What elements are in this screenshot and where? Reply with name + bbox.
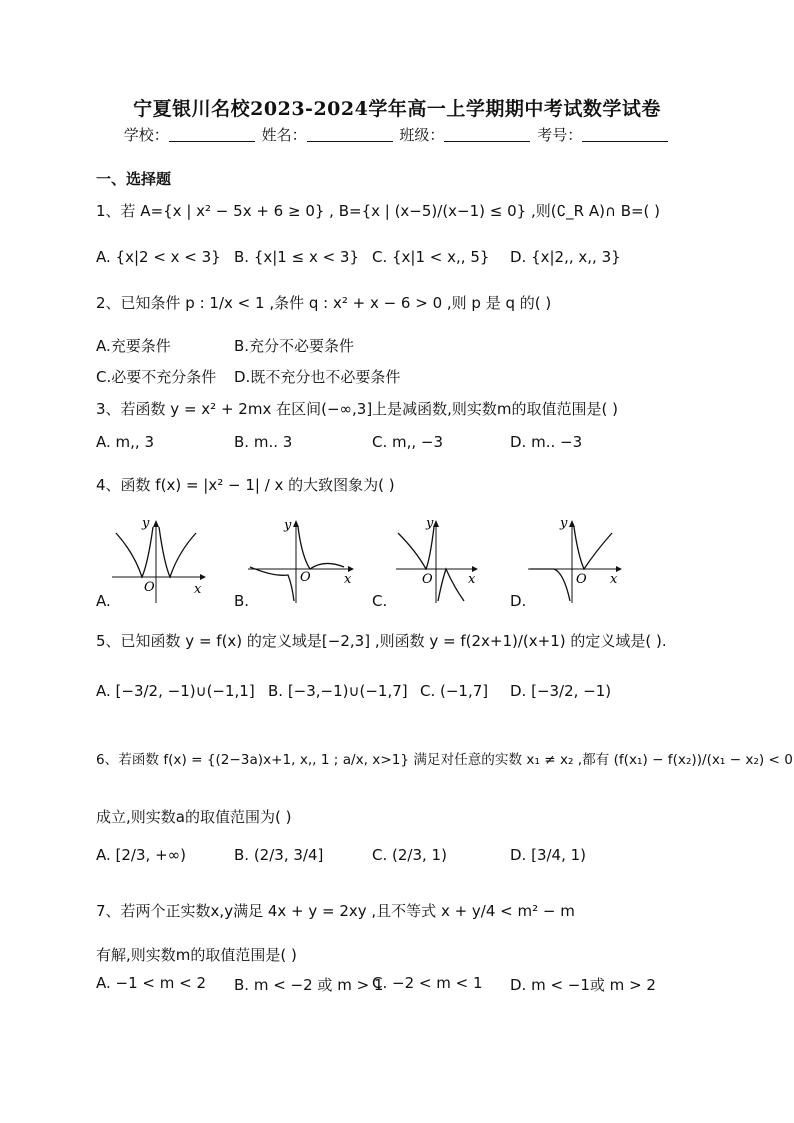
section-title: 一、选择题	[96, 170, 172, 188]
graph-a-x-arrow	[200, 574, 206, 580]
graph-a-origin-label: O	[144, 580, 155, 595]
student-info-line	[0, 124, 794, 145]
question-1-option-c[interactable]: C. {x|1 < x,, 5}	[372, 248, 490, 266]
question-4-stem: 4、函数 f(x) = |x² − 1| / x 的大致图象为( )	[96, 476, 395, 494]
question-1-stem: 1、若 A={x | x² − 5x + 6 ≥ 0} , B={x | (x−5)/(x−1) ≤ 0} ,则(∁_R A)∩ B=( )	[96, 202, 661, 220]
question-3-option-c[interactable]: C. m,, −3	[372, 433, 444, 451]
question-3-stem: 3、若函数 y = x² + 2mx 在区间(−∞,3]上是减函数,则实数m的取值范围是( )	[96, 400, 619, 418]
question-5-stem: 5、已知函数 y = f(x) 的定义域是[−2,3] ,则函数 y = f(2x+1)/(x+1) 的定义域是( ).	[96, 632, 667, 650]
question-6-stem-continued: 成立,则实数a的取值范围为( )	[96, 808, 292, 826]
graph-a-left-curve	[116, 527, 153, 577]
exam-number-blank[interactable]	[582, 127, 668, 142]
question-7-option-b[interactable]: B. m < −2 或 m > 1	[234, 976, 384, 994]
question-1-option-b[interactable]: B. {x|1 ≤ x < 3}	[234, 248, 360, 266]
graph-a-y-arrow	[153, 520, 159, 527]
school-label: 学校：	[123, 126, 169, 144]
question-6-stem: 6、若函数 f(x) = {(2−3a)x+1, x,, 1 ; a/x, x>1} 满足对任意的实数 x₁ ≠ x₂ ,都有 (f(x₁) − f(x₂))/(x₁ − x₂) < 0	[96, 752, 793, 768]
graph-b-x-label: x	[344, 572, 352, 587]
graph-d-left-curve	[530, 569, 570, 601]
question-6-option-c[interactable]: C. (2/3, 1)	[372, 846, 447, 864]
graph-c-left-curve	[398, 527, 434, 569]
graph-c-origin-label: O	[422, 572, 433, 587]
name-label: 姓名：	[261, 126, 307, 144]
question-2-option-b[interactable]: B.充分不必要条件	[234, 337, 355, 355]
class-label: 班级：	[399, 126, 445, 144]
question-5-option-a[interactable]: A. [−3/2, −1)∪(−1,1]	[96, 682, 255, 700]
graph-c-right-curve	[438, 569, 464, 601]
graph-b-right-curve	[298, 527, 344, 569]
question-2-option-d[interactable]: D.既不充分也不必要条件	[234, 368, 401, 386]
graph-a-right-curve	[159, 527, 196, 577]
exam-title: 宁夏银川名校2023-2024学年高一上学期期中考试数学试卷	[133, 98, 661, 120]
question-6-option-b[interactable]: B. (2/3, 3/4]	[234, 846, 324, 864]
question-1-option-a[interactable]: A. {x|2 < x < 3}	[96, 248, 221, 266]
exam-number-label: 考号：	[537, 126, 583, 144]
graph-c-y-label: y	[426, 516, 434, 531]
graph-d-x-label: x	[610, 572, 618, 587]
question-1-option-d[interactable]: D. {x|2,, x,, 3}	[510, 248, 621, 266]
graph-d[interactable]	[524, 515, 624, 605]
graph-c-label[interactable]: C.	[372, 592, 388, 610]
question-5-option-d[interactable]: D. [−3/2, −1)	[510, 682, 612, 700]
graph-b-y-arrow	[293, 520, 299, 527]
graph-d-right-curve	[574, 527, 612, 569]
graph-a-label[interactable]: A.	[96, 592, 111, 610]
graph-d-label[interactable]: D.	[510, 592, 527, 610]
graph-b[interactable]	[244, 515, 354, 605]
graph-d-origin-label: O	[576, 572, 587, 587]
graph-c-x-label: x	[468, 572, 476, 587]
question-7-option-d[interactable]: D. m < −1或 m > 2	[510, 976, 656, 994]
question-2-option-a[interactable]: A.充要条件	[96, 337, 171, 355]
question-7-option-c[interactable]: C. −2 < m < 1	[372, 974, 483, 992]
graph-a-x-label: x	[194, 582, 202, 597]
school-blank[interactable]	[169, 127, 255, 142]
question-2-option-c[interactable]: C.必要不充分条件	[96, 368, 217, 386]
graph-b-origin-label: O	[300, 570, 311, 585]
question-5-option-c[interactable]: C. (−1,7]	[420, 682, 489, 700]
question-7-stem-continued: 有解,则实数m的取值范围是( )	[96, 946, 297, 964]
graph-d-y-label: y	[560, 516, 568, 531]
question-3-option-d[interactable]: D. m.. −3	[510, 433, 583, 451]
graph-b-label[interactable]: B.	[234, 592, 250, 610]
question-2-stem: 2、已知条件 p : 1/x < 1 ,条件 q : x² + x − 6 > 0 ,则 p 是 q 的( )	[96, 294, 552, 312]
graph-b-left-curve	[250, 567, 294, 601]
question-7-stem: 7、若两个正实数x,y满足 4x + y = 2xy ,且不等式 x + y/4 < m² − m	[96, 902, 575, 920]
question-6-option-d[interactable]: D. [3/4, 1)	[510, 846, 587, 864]
graph-a-y-label: y	[142, 516, 150, 531]
question-5-option-b[interactable]: B. [−3,−1)∪(−1,7]	[268, 682, 408, 700]
question-3-option-a[interactable]: A. m,, 3	[96, 433, 154, 451]
question-7-option-a[interactable]: A. −1 < m < 2	[96, 974, 207, 992]
graph-b-y-label: y	[284, 518, 292, 533]
graph-c[interactable]	[392, 515, 482, 605]
graph-a[interactable]	[106, 515, 206, 605]
name-blank[interactable]	[307, 127, 393, 142]
question-6-option-a[interactable]: A. [2/3, +∞)	[96, 846, 186, 864]
class-blank[interactable]	[444, 127, 530, 142]
question-3-option-b[interactable]: B. m.. 3	[234, 433, 293, 451]
graph-d-y-arrow	[569, 520, 575, 527]
graph-c-y-arrow	[433, 520, 439, 527]
